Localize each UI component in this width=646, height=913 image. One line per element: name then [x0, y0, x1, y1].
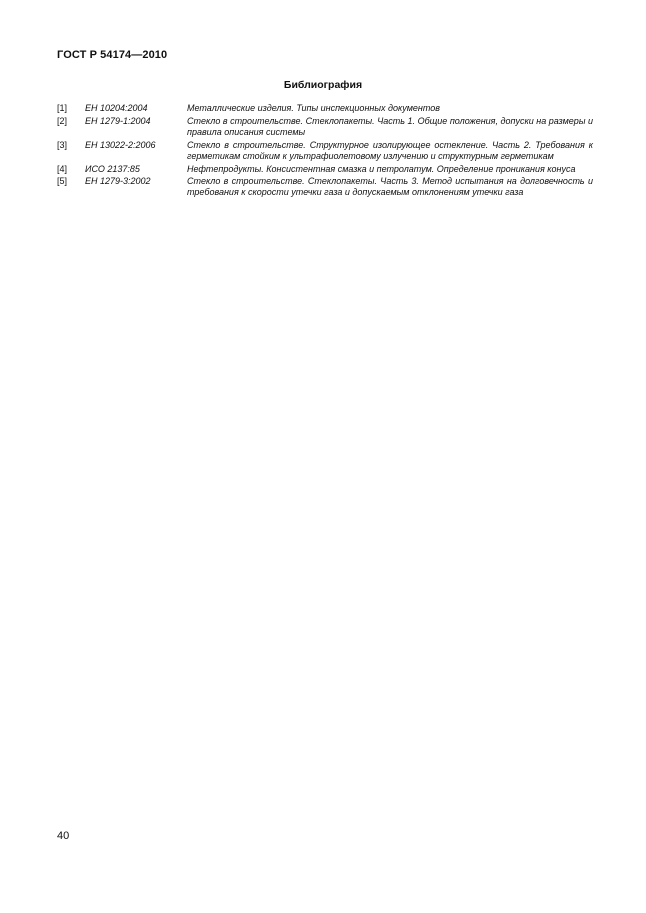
- entry-standard: ЕН 13022-2:2006: [85, 139, 156, 150]
- entry-number: [2]: [57, 115, 68, 126]
- bibliography-heading: Библиография: [283, 79, 363, 91]
- entry-title: Стекло в строительстве. Стеклопакеты. Часть 1. Общие положения, допуски на размеры и правила описания системы: [187, 115, 593, 137]
- entry-number: [3]: [57, 139, 68, 150]
- section-title: [0, 79, 646, 91]
- entry-number: [1]: [57, 103, 68, 113]
- entry-number: [5]: [57, 176, 68, 187]
- bibliography-entry: [57, 140, 593, 162]
- bibliography-list: [57, 103, 593, 200]
- entry-standard: ИСО 2137:85: [85, 163, 140, 174]
- entry-number: [4]: [57, 163, 68, 174]
- bibliography-entry: [57, 176, 593, 198]
- bibliography-entry: [57, 103, 593, 114]
- entry-standard: ЕН 1279-3:2002: [85, 176, 151, 187]
- entry-standard: ЕН 10204:2004: [85, 103, 148, 113]
- document-code: ГОСТ Р 54174—2010: [57, 49, 168, 61]
- entry-title: Нефтепродукты. Консистентная смазка и петролатум. Определение проникания конуса: [187, 163, 576, 174]
- entry-title: Металлические изделия. Типы инспекционных документов: [187, 103, 440, 113]
- page-number: 40: [57, 830, 70, 842]
- entry-title: Стекло в строительстве. Структурное изолирующее остекление. Часть 2. Требования к герметикам стойким к ультрафиолетовому излучению и структурным герметикам: [187, 139, 593, 161]
- entry-title: Стекло в строительстве. Стеклопакеты. Часть 3. Метод испытания на долговечность и требования к скорости утечки газа и допускаемым отклонениям утечки газа: [187, 176, 593, 198]
- entry-standard: ЕН 1279-1:2004: [85, 115, 151, 126]
- bibliography-entry: [57, 116, 593, 138]
- bibliography-entry: [57, 164, 593, 175]
